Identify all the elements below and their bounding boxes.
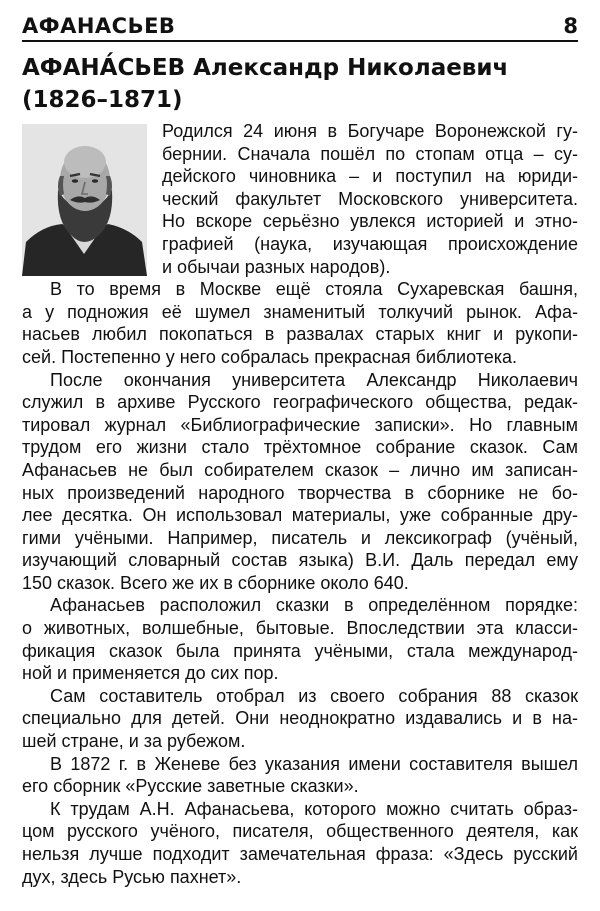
text-line: тировал журнал «Библиографические записки». Но главным bbox=[22, 414, 578, 435]
text-line: К трудам А.Н. Афанасьева, которого можно считать образ- bbox=[50, 798, 578, 819]
text-line: 150 сказок. Всего же их в сборнике около 640. bbox=[22, 572, 409, 593]
paragraph bbox=[22, 120, 578, 278]
text-line: ных произведений народного творчества в сборнике не бо- bbox=[22, 482, 578, 503]
text-line: Афанасьев не был собирателем сказок – лично им записан- bbox=[22, 459, 578, 480]
text-line: ческий факультет Московского университета. bbox=[162, 188, 578, 209]
text-line: лее десятка. Он использовал материалы, уже собранные дру- bbox=[22, 505, 578, 526]
text-line: его сборник «Русские заветные сказки». bbox=[22, 776, 359, 797]
running-head-title: АФАНАСЬЕВ bbox=[22, 14, 176, 38]
article-body bbox=[22, 120, 578, 888]
text-line: В то время в Москве ещё стояла Сухаревская башня, bbox=[50, 279, 578, 300]
paragraph bbox=[22, 278, 578, 368]
text-line: дейского чиновника – и поступил на юриди- bbox=[162, 166, 578, 187]
paragraph bbox=[22, 594, 578, 684]
text-line: специально для детей. Они неоднократно издавались и в на- bbox=[22, 708, 578, 729]
text-line: и обычаи разных народов). bbox=[162, 256, 391, 277]
text-line: фикация сказок была принята учёными, стала международ- bbox=[22, 640, 578, 661]
text-line: служил в архиве Русского географического общества, редак- bbox=[22, 392, 578, 413]
paragraph bbox=[22, 369, 578, 595]
text-line: трудом его жизни стало трёхтомное собрание сказок. Сам bbox=[22, 437, 578, 458]
text-line: В 1872 г. в Женеве без указания имени составителя вышел bbox=[50, 753, 578, 774]
text-line: насьев любил покопаться в развалах старых книг и рукопи- bbox=[22, 324, 578, 345]
text-line: бернии. Сначала пошёл по стопам отца – су- bbox=[162, 143, 578, 164]
paragraph bbox=[22, 685, 578, 753]
text-line: о животных, волшебные, бытовые. Впоследствии эта класси- bbox=[22, 618, 578, 639]
text-line: Сам составитель отобрал из своего собрания 88 сказок bbox=[50, 685, 578, 706]
text-line: цом русского учёного, писателя, общественного деятеля, как bbox=[22, 821, 578, 842]
page-number: 8 bbox=[563, 14, 578, 38]
heading-years: (1826–1871) bbox=[22, 87, 183, 113]
article-heading bbox=[22, 52, 582, 116]
paragraph bbox=[22, 753, 578, 798]
text-line: ной и применяется до сих пор. bbox=[22, 663, 279, 684]
text-line: После окончания университета Александр Николаевич bbox=[50, 369, 578, 390]
text-line: Афанасьев расположил сказки в определённом порядке: bbox=[50, 595, 578, 616]
text-line: гими учёными. Например, писатель и лексикограф (учёный, bbox=[22, 527, 578, 548]
text-line: изучающий словарный состав языка) В.И. Даль передал ему bbox=[22, 550, 578, 571]
text-line: а у подножия её шумел знаменитый толкучий рынок. Афа- bbox=[22, 301, 578, 322]
text-line: шей стране, и за рубежом. bbox=[22, 731, 246, 752]
text-line: Но вскоре серьёзно увлекся историей и этно- bbox=[162, 211, 578, 232]
text-line: дух, здесь Русью пахнет». bbox=[22, 866, 242, 887]
text-line: сей. Постепенно у него собралась прекрасная библиотека. bbox=[22, 346, 518, 367]
heading-name: АФАНА́СЬЕВ Александр Николаевич bbox=[22, 55, 509, 81]
text-line: графией (наука, изучающая происхождение bbox=[162, 233, 578, 254]
text-line: нельзя лучше подходит замечательная фраза: «Здесь русский bbox=[22, 844, 578, 864]
running-head bbox=[22, 14, 578, 42]
text-line: Родился 24 июня в Богучаре Воронежской гу- bbox=[162, 121, 578, 141]
paragraph bbox=[22, 798, 578, 888]
